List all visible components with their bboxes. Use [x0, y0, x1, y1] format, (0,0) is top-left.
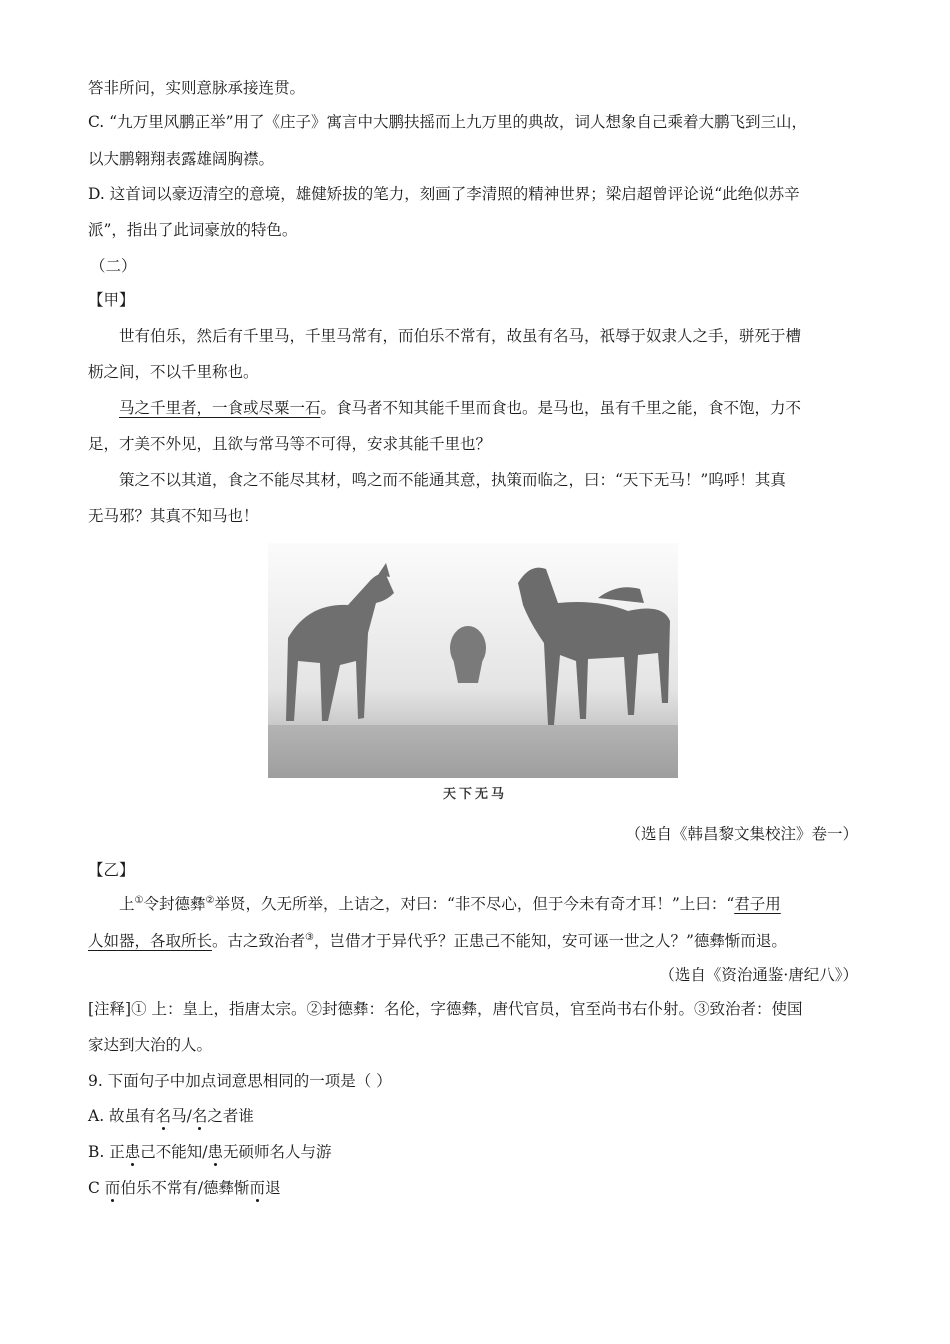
option-d-line1: D. 这首词以豪迈清空的意境，雄健矫拔的笔力，刻画了李清照的精神世界；梁启超曾评论说“此绝似苏辛 [88, 185, 800, 203]
underlined-sentence: 马之千里者，一食或尽粟一石 [119, 399, 321, 417]
passage-jia-p1-line1: 世有伯乐，然后有千里马，千里马常有，而伯乐不常有，故虽有名马，祇辱于奴隶人之手，骈死于槽 [119, 327, 802, 345]
option-a: A. 故虽有名马/名之者谁 [88, 1107, 254, 1125]
passage-jia-p2-line2: 足，才美不外见，且欲与常马等不可得，安求其能千里也？ [88, 435, 492, 453]
option-c-line1: C. “九万里风鹏正举”用了《庄子》寓言中大鹏扶摇而上九万里的典故，词人想象自己乘着大鹏飞到三山， [88, 113, 808, 131]
horses-illustration [268, 543, 678, 778]
passage-jia-p3-line1: 策之不以其道，食之不能尽其材，鸣之而不能通其意，执策而临之，曰：“天下无马！”呜呼！其真 [119, 471, 786, 489]
section-heading: （二） [90, 257, 137, 275]
text-line: 答非所问，实则意脉承接连贯。 [88, 79, 306, 97]
option-b: B. 正患己不能知/患无硕师名人与游 [88, 1143, 332, 1161]
question-9: 9. 下面句子中加点词意思相同的一项是（ ） [88, 1072, 392, 1090]
passage-jia-label: 【甲】 [88, 291, 135, 309]
passage-yi-line2: 人如器，各取所长。古之致治者③，岂借才于异代乎？正患己不能知，安可诬一世之人？”德彝惭而退。 [88, 932, 787, 950]
annotation-line1: [注释]① 上：皇上，指唐太宗。②封德彝：名伦，字德彝，唐代官员，官至尚书右仆射。③致治者：使国 [88, 1000, 803, 1018]
source-note-jia: （选自《韩昌黎文集校注》卷一） [625, 825, 858, 843]
passage-jia-p2-line1: 马之千里者，一食或尽粟一石。食马者不知其能千里而食也。是马也，虽有千里之能，食不饱，力不 [119, 399, 802, 417]
figure-caption: 天下无马 [442, 787, 507, 802]
option-d-line2: 派”，指出了此词豪放的特色。 [88, 221, 298, 239]
underlined-sentence-cont: 人如器，各取所长 [88, 932, 213, 950]
option-c: C 而伯乐不常有/德彝惭而退 [88, 1179, 281, 1197]
passage-jia-p1-line2: 枥之间，不以千里称也。 [88, 363, 259, 381]
passage-jia-p3-line2: 无马邪？其真不知马也！ [88, 507, 259, 525]
horses-drawing [268, 543, 678, 778]
option-c-line2: 以大鹏翱翔表露雄阔胸襟。 [88, 150, 275, 168]
passage-yi-label: 【乙】 [88, 861, 135, 879]
underlined-sentence: 君子用 [734, 895, 781, 913]
annotation-line2: 家达到大治的人。 [88, 1036, 213, 1054]
source-note-yi: （选自《资治通鉴·唐纪八》） [659, 966, 858, 984]
passage-yi-line1: 上①令封德彝②举贤，久无所举，上诘之，对曰：“非不尽心，但于今未有奇才耳！”上曰：“君子用 [119, 895, 781, 913]
